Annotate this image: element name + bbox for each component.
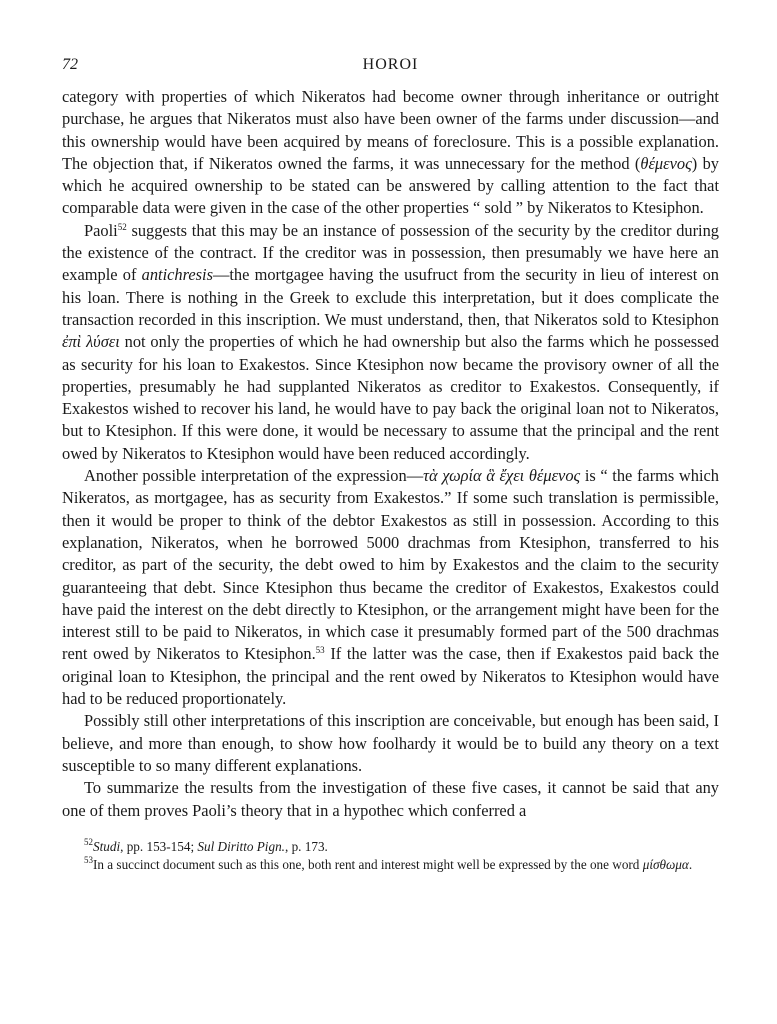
text-run: In a succinct document such as this one, both rent and interest might well be expressed by the one word — [93, 856, 643, 872]
italic-term: antichresis — [141, 265, 213, 285]
text-run: , pp. 153-154; — [120, 838, 198, 854]
greek-term: ἐπὶ λύσει — [62, 332, 120, 352]
page — [62, 56, 719, 874]
text-run: —the mortgagee having the usufruct from the security in lieu of interest on his loan. There is nothing in the Greek to exclude this interpretation, but it does complicate the transaction recorded in this inscription. We must understand, then, that Nikeratos sold to Ktesiphon — [62, 265, 719, 329]
footnote-number: 53 — [84, 854, 93, 865]
greek-term: τὰ χωρία ἃ ἔχει θέμενος — [423, 466, 581, 486]
text-run: is “ the farms which Nikeratos, as mortgagee, has as security from Exakestos.” If some such translation is permissible, then it would be proper to think of the debtor Exakestos as still in possession. According to this explanation, Nikeratos, when he borrowed 5000 drachmas from Ktesiphon, transferred to his creditor, as part of the security, the debt owed to him by Exakestos and the claim to the security guaranteeing that debt. Since Ktesiphon thus became the creditor of Exakestos, Exakestos could have paid the interest on the debt directly to Ktesiphon, or the arrangement might have been for the interest still to be paid to Nikeratos, in which case it presumably formed part of the 500 drachmas rent owed by Nikeratos to Ktesiphon. — [62, 466, 719, 664]
text-run: , p. 173. — [284, 838, 328, 854]
paragraph-3 — [62, 465, 719, 710]
text-run: suggests that this may be an instance of possession of the security by the creditor during the existence of the contract. If the creditor was in possession, then presumably we have here an example of — [62, 220, 719, 285]
text-run: not only the properties of which he had ownership but also the farms which he possessed as security for his loan to Exakestos. Since Ktesiphon now became the provisory owner of all the properties, presumably he had supplanted Nikeratos as creditor to Exakestos. Consequently, if Exakestos wished to recover his land, he would have to pay back the original loan not to Nikeratos, but to Ktesiphon. If this were done, it would be necessary to assume that the principal and the rent owed by Nikeratos to Ktesiphon would have been reduced accordingly. — [62, 332, 719, 463]
page-header — [62, 56, 719, 80]
text-run: Paoli — [84, 220, 118, 240]
text-run: ) by which he acquired ownership to be stated can be answered by calling attention to the fact that comparable data were given in the case of the other properties “ sold ” by Nikeratos to Ktesiphon. — [62, 153, 720, 218]
greek-term: θέμενος — [640, 153, 692, 173]
greek-term: μίσθωμα — [642, 856, 689, 872]
footnotes — [62, 838, 719, 874]
text-run: category with properties of which Nikeratos had become owner through inheritance or outright purchase, he argues that Nikeratos must also have been owner of the farms under discussion—and this ownership would have been acquired by means of foreclosure. This is a possible explanation. The objection that, if Nikeratos owned the farms, it was unnecessary for the method ( — [62, 87, 719, 173]
page-number: 72 — [62, 56, 78, 73]
footnote-52 — [62, 838, 719, 856]
text-run: . — [688, 856, 693, 872]
text-run: Another possible interpretation of the expression— — [84, 466, 424, 486]
footnote-ref-52[interactable]: 52 — [117, 221, 127, 232]
text-run: If the latter was the case, then if Exakestos paid back the original loan to Ktesiphon, the principal and the rent owed by Nikeratos to Ktesiphon would have had to be reduced proportionately. — [62, 644, 719, 709]
footnote-ref-53[interactable]: 53 — [315, 645, 325, 656]
running-head: HOROI — [362, 56, 419, 73]
body-text — [62, 86, 719, 822]
paragraph-4: Possibly still other interpretations of this inscription are conceivable, but enough has been said, I believe, and more than enough, to show how foolhardy it would be to build any theory on a text susceptible to so many different explanations. — [62, 711, 719, 775]
paragraph-1 — [62, 86, 719, 220]
footnote-53 — [62, 856, 719, 874]
citation-title: Sul Diritto Pign. — [197, 838, 285, 854]
footnote-number: 52 — [84, 836, 93, 847]
citation-title: Studi — [93, 838, 121, 854]
paragraph-5: To summarize the results from the investigation of these five cases, it cannot be said that any one of them proves Paoli’s theory that in a hypothec which conferred a — [62, 778, 719, 820]
paragraph-2 — [62, 220, 719, 465]
